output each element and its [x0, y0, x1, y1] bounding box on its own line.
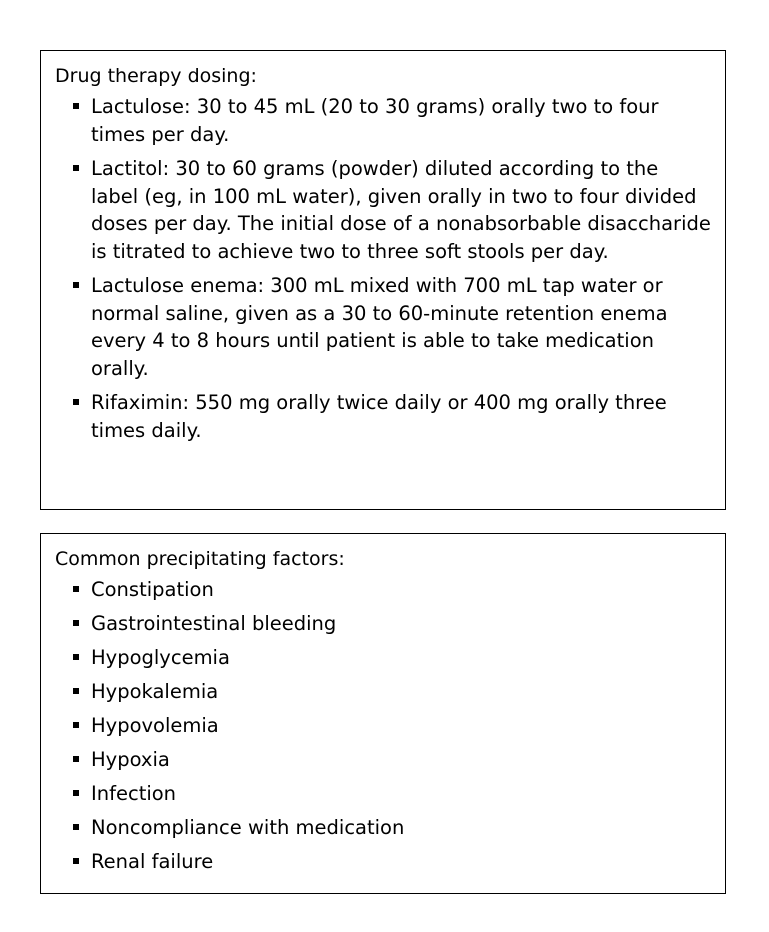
square-bullet-icon	[73, 586, 79, 592]
square-bullet-icon	[73, 654, 79, 660]
square-bullet-icon	[73, 824, 79, 830]
list-item-text: Lactulose: 30 to 45 mL (20 to 30 grams) orally two to four times per day.	[91, 95, 659, 146]
square-bullet-icon	[73, 103, 79, 109]
list-item	[55, 576, 711, 603]
dosing-title: Drug therapy dosing:	[55, 65, 257, 87]
square-bullet-icon	[73, 756, 79, 762]
square-bullet-icon	[73, 620, 79, 626]
list-item-text: Infection	[91, 782, 177, 805]
square-bullet-icon	[73, 165, 79, 171]
list-item-text: Renal failure	[91, 850, 214, 873]
list-item-text: Hypokalemia	[91, 680, 219, 703]
dosing-list	[55, 93, 711, 444]
list-item-text: Gastrointestinal bleeding	[91, 612, 337, 635]
list-item	[55, 848, 711, 875]
list-item	[55, 93, 711, 148]
square-bullet-icon	[73, 282, 79, 288]
square-bullet-icon	[73, 722, 79, 728]
list-item	[55, 746, 711, 773]
list-item-text: Lactulose enema: 300 mL mixed with 700 mL tap water or normal saline, given as a 30 to 60-minute retention enema every 4 to 8 hours until patient is able to take medication orally.	[91, 274, 668, 380]
factors-list	[55, 576, 711, 875]
list-item-text: Constipation	[91, 578, 214, 601]
square-bullet-icon	[73, 688, 79, 694]
list-item-text: Hypoxia	[91, 748, 170, 771]
list-item	[55, 644, 711, 671]
list-item	[55, 780, 711, 807]
list-item	[55, 389, 711, 444]
square-bullet-icon	[73, 399, 79, 405]
square-bullet-icon	[73, 858, 79, 864]
list-item-text: Noncompliance with medication	[91, 816, 405, 839]
precipitating-factors-box	[40, 533, 726, 894]
factors-title: Common precipitating factors:	[55, 548, 345, 570]
list-item-text: Lactitol: 30 to 60 grams (powder) diluted according to the label (eg, in 100 mL water), given orally in two to four divided doses per day. The initial dose of a nonabsorbable disaccharide is titrated to achieve two to three soft stools per day.	[91, 157, 711, 263]
square-bullet-icon	[73, 790, 79, 796]
drug-therapy-dosing-box	[40, 50, 726, 510]
list-item	[55, 712, 711, 739]
list-item	[55, 610, 711, 637]
list-item-text: Hypoglycemia	[91, 646, 230, 669]
list-item	[55, 272, 711, 382]
list-item-text: Rifaximin: 550 mg orally twice daily or 400 mg orally three times daily.	[91, 391, 667, 442]
list-item	[55, 814, 711, 841]
list-item	[55, 678, 711, 705]
list-item-text: Hypovolemia	[91, 714, 219, 737]
list-item	[55, 155, 711, 265]
